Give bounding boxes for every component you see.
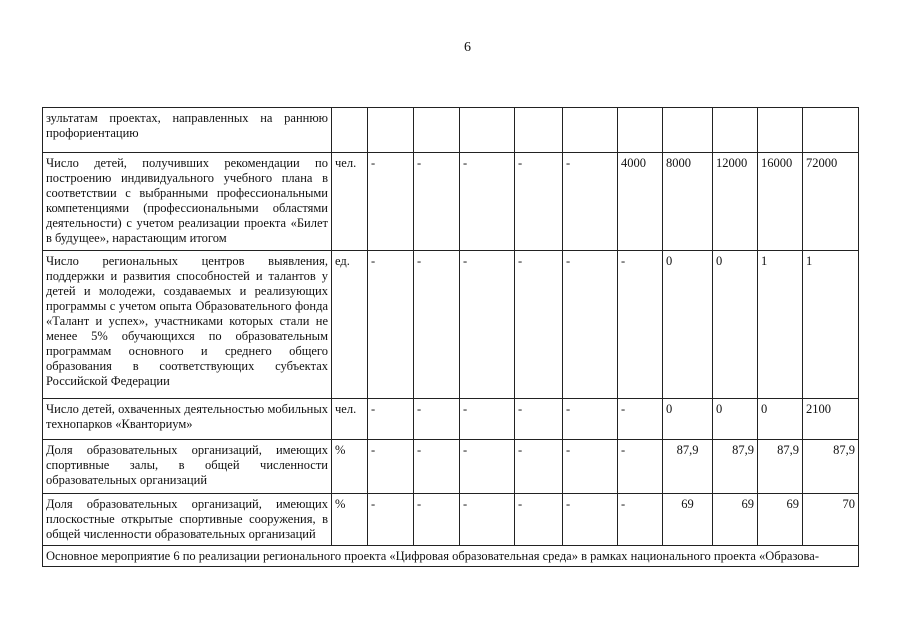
- value-cell: [713, 108, 758, 153]
- value-cell: [618, 108, 663, 153]
- value-cell: -: [368, 399, 414, 440]
- value-cell: -: [368, 251, 414, 399]
- table-row: [43, 251, 859, 399]
- value-cell: -: [563, 251, 618, 399]
- value-cell: 0: [663, 399, 713, 440]
- value-cell: [663, 108, 713, 153]
- value-cell: 0: [758, 399, 803, 440]
- value-cell: 87,9: [663, 440, 713, 494]
- value-cell: 2100: [803, 399, 859, 440]
- value-cell: -: [563, 494, 618, 546]
- value-cell: 16000: [758, 153, 803, 251]
- value-cell: -: [368, 440, 414, 494]
- indicator-description: Число детей, охваченных деятельностью мобильных технопарков «Кванториум»: [43, 399, 332, 440]
- value-cell: -: [414, 251, 460, 399]
- value-cell: -: [618, 251, 663, 399]
- value-cell: 12000: [713, 153, 758, 251]
- value-cell: [414, 108, 460, 153]
- value-cell: [460, 108, 515, 153]
- value-cell: 72000: [803, 153, 859, 251]
- value-cell: -: [460, 251, 515, 399]
- table-row: [43, 399, 859, 440]
- value-cell: -: [368, 153, 414, 251]
- value-cell: -: [515, 153, 563, 251]
- unit-cell: %: [332, 494, 368, 546]
- value-cell: [515, 108, 563, 153]
- value-cell: -: [515, 494, 563, 546]
- value-cell: -: [460, 440, 515, 494]
- value-cell: 1: [803, 251, 859, 399]
- value-cell: -: [460, 494, 515, 546]
- indicator-description: зультатам проектах, направленных на раннюю профориентацию: [43, 108, 332, 153]
- value-cell: 69: [663, 494, 713, 546]
- section-title: Основное мероприятие 6 по реализации регионального проекта «Цифровая образовательная среда» в рамках национального проекта «Образова-: [43, 546, 859, 567]
- value-cell: [563, 108, 618, 153]
- value-cell: -: [414, 494, 460, 546]
- value-cell: 87,9: [803, 440, 859, 494]
- value-cell: -: [460, 153, 515, 251]
- value-cell: 87,9: [758, 440, 803, 494]
- indicator-description: Доля образовательных организаций, имеющих спортивные залы, в общей численности образовательных организаций: [43, 440, 332, 494]
- indicators-table: [42, 107, 859, 567]
- unit-cell: чел.: [332, 153, 368, 251]
- table-row: [43, 108, 859, 153]
- indicator-description: Число региональных центров выявления, поддержки и развития способностей и талантов у детей и молодежи, создаваемых и реализующих программы с учетом опыта Образовательного фонда «Талант и успех», участниками которых стали не менее 5% обучающихся по образовательным программам основного и среднего общего образования в соответствующих субъектах Российской Федерации: [43, 251, 332, 399]
- value-cell: 69: [713, 494, 758, 546]
- value-cell: 70: [803, 494, 859, 546]
- value-cell: -: [414, 440, 460, 494]
- value-cell: 69: [758, 494, 803, 546]
- value-cell: [803, 108, 859, 153]
- value-cell: -: [368, 494, 414, 546]
- value-cell: -: [515, 399, 563, 440]
- value-cell: -: [515, 251, 563, 399]
- indicator-description: Число детей, получивших рекомендации по построению индивидуального учебного плана в соответствии с выбранными профессиональными компетенциями (профессиональными областями деятельности) с учетом реализации проекта «Билет в будущее», нарастающим итогом: [43, 153, 332, 251]
- value-cell: [758, 108, 803, 153]
- value-cell: -: [414, 153, 460, 251]
- table-row: [43, 153, 859, 251]
- value-cell: -: [460, 399, 515, 440]
- value-cell: 0: [713, 251, 758, 399]
- table-row: [43, 440, 859, 494]
- value-cell: 1: [758, 251, 803, 399]
- value-cell: 87,9: [713, 440, 758, 494]
- unit-cell: [332, 108, 368, 153]
- value-cell: [368, 108, 414, 153]
- value-cell: 0: [713, 399, 758, 440]
- unit-cell: %: [332, 440, 368, 494]
- page-number: 6: [464, 40, 471, 55]
- value-cell: -: [515, 440, 563, 494]
- value-cell: -: [563, 440, 618, 494]
- value-cell: -: [563, 399, 618, 440]
- value-cell: 0: [663, 251, 713, 399]
- unit-cell: чел.: [332, 399, 368, 440]
- value-cell: 8000: [663, 153, 713, 251]
- value-cell: -: [618, 440, 663, 494]
- value-cell: -: [618, 494, 663, 546]
- indicator-description: Доля образовательных организаций, имеющих плоскостные открытые спортивные сооружения, в общей численности образовательных организаций: [43, 494, 332, 546]
- value-cell: -: [414, 399, 460, 440]
- section-header-row: [43, 546, 859, 567]
- value-cell: -: [618, 399, 663, 440]
- unit-cell: ед.: [332, 251, 368, 399]
- table-row: [43, 494, 859, 546]
- value-cell: -: [563, 153, 618, 251]
- value-cell: 4000: [618, 153, 663, 251]
